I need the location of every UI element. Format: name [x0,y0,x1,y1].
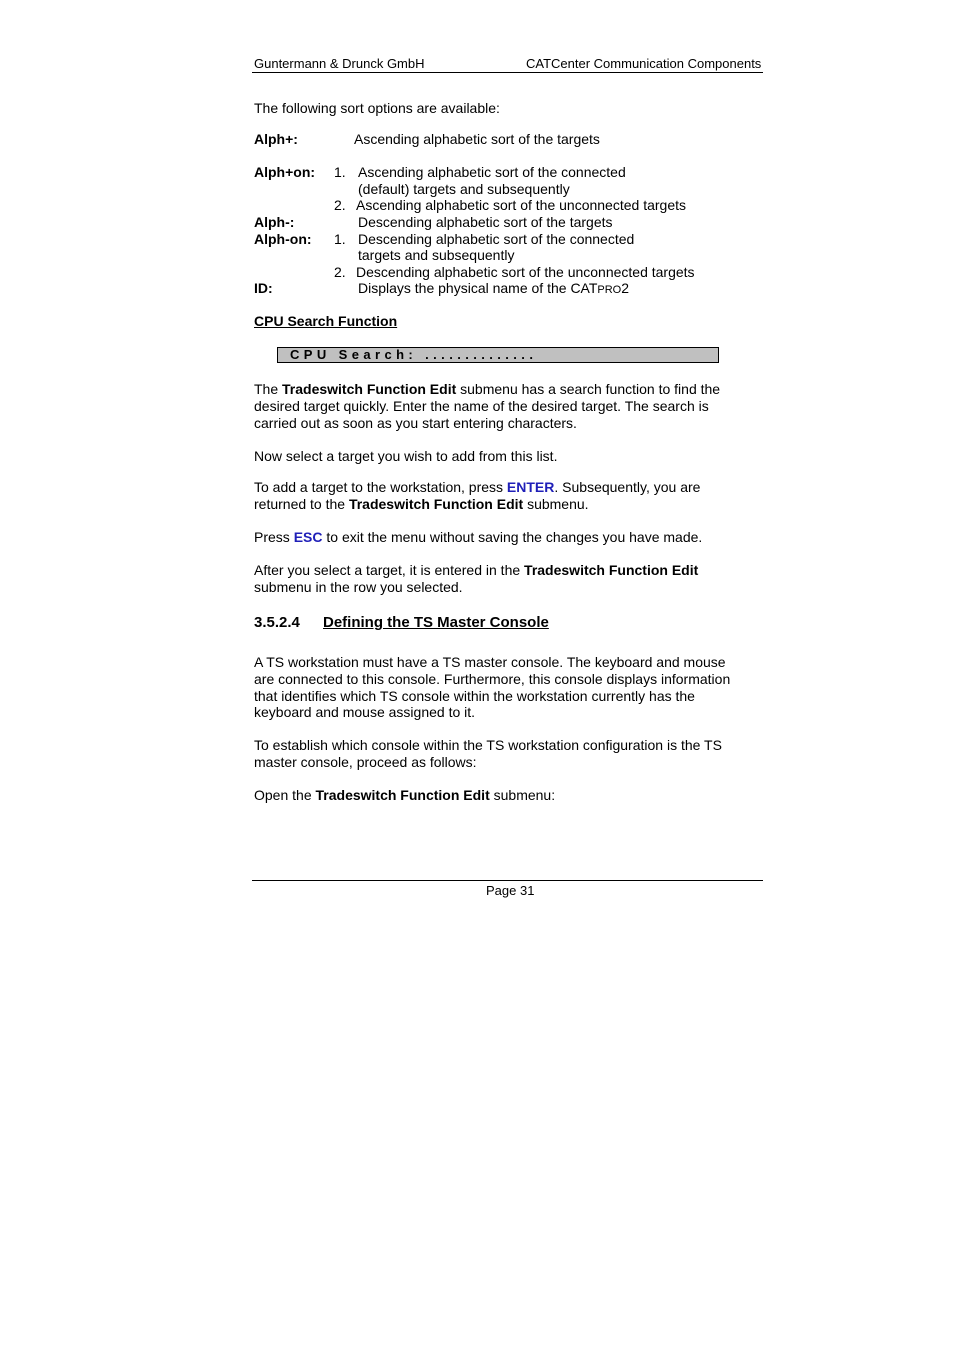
section-p1-line2: are connected to this console. Furthermore, this console displays information [254,671,731,687]
header-divider [252,72,763,73]
cpu-search-menu-box [277,347,719,363]
alph-plus-on-label: Alph+on: [254,164,316,180]
cpu-search-p1-line2: desired target quickly. Enter the name of the desired target. The search is [254,398,709,414]
section-number: 3.5.2.4 [254,614,300,631]
header-product: CATCenter Communication Components [526,56,762,71]
alph-on-item2: Descending alphabetic sort of the unconnected targets [356,264,695,280]
id-desc: Displays the physical name of the CATPRO2 [358,280,630,296]
section-p1-line4: keyboard and mouse assigned to it. [254,704,476,720]
alph-plus-desc: Ascending alphabetic sort of the targets [354,131,600,147]
cpu-search-menu-text: CPU Search: .............. [290,347,538,362]
alph-minus-desc: Descending alphabetic sort of the targets [358,214,613,230]
alph-plus-on-item1-line1: Ascending alphabetic sort of the connected [358,164,626,180]
alph-on-num1: 1. [334,231,346,247]
sort-intro: The following sort options are available: [254,100,500,116]
section-p1-line3: that identifies which TS console within the workstation currently has the [254,688,695,704]
enter-key: ENTER [506,479,555,495]
cpu-search-p5-line2: submenu in the row you selected. [254,579,463,595]
cpu-search-p1-line3: carried out as soon as you start entering characters. [254,415,577,431]
alph-on-item1-line2: targets and subsequently [358,247,515,263]
cpu-search-p2: Now select a target you wish to add from this list. [254,448,558,464]
cpu-search-p4: Press ESC to exit the menu without saving the changes you have made. [254,529,703,545]
header-company: Guntermann & Drunck GmbH [254,56,425,71]
section-p3: Open the Tradeswitch Function Edit submenu: [254,787,556,803]
section-p2-line1: To establish which console within the TS workstation configuration is the TS [254,737,722,753]
alph-on-item1-line1: Descending alphabetic sort of the connected [358,231,635,247]
cpu-search-p3-line1: To add a target to the workstation, press ENTER. Subsequently, you are [254,479,701,495]
alph-on-label: Alph-on: [254,231,312,247]
alph-plus-on-num1: 1. [334,164,346,180]
page-number: Page 31 [486,883,535,898]
alph-plus-label: Alph+: [254,131,298,147]
footer-divider [252,880,763,881]
cpu-search-p3-line2: returned to the Tradeswitch Function Edit submenu. [254,496,589,512]
cpu-search-heading: CPU Search Function [254,313,398,329]
section-p2-line2: master console, proceed as follows: [254,754,477,770]
alph-plus-on-item2: Ascending alphabetic sort of the unconnected targets [356,197,686,213]
alph-plus-on-item1-line2: (default) targets and subsequently [358,181,570,197]
id-label: ID: [254,280,273,296]
section-p1-line1: A TS workstation must have a TS master console. The keyboard and mouse [254,654,726,670]
cpu-search-p1-line1: The Tradeswitch Function Edit submenu has a search function to find the [254,381,721,397]
cpu-search-p5-line1: After you select a target, it is entered in the Tradeswitch Function Edit [254,562,699,578]
section-title: Defining the TS Master Console [323,614,549,631]
alph-plus-on-num2: 2. [334,197,346,213]
alph-on-num2: 2. [334,264,346,280]
esc-key: ESC [293,529,323,545]
alph-minus-label: Alph-: [254,214,295,230]
